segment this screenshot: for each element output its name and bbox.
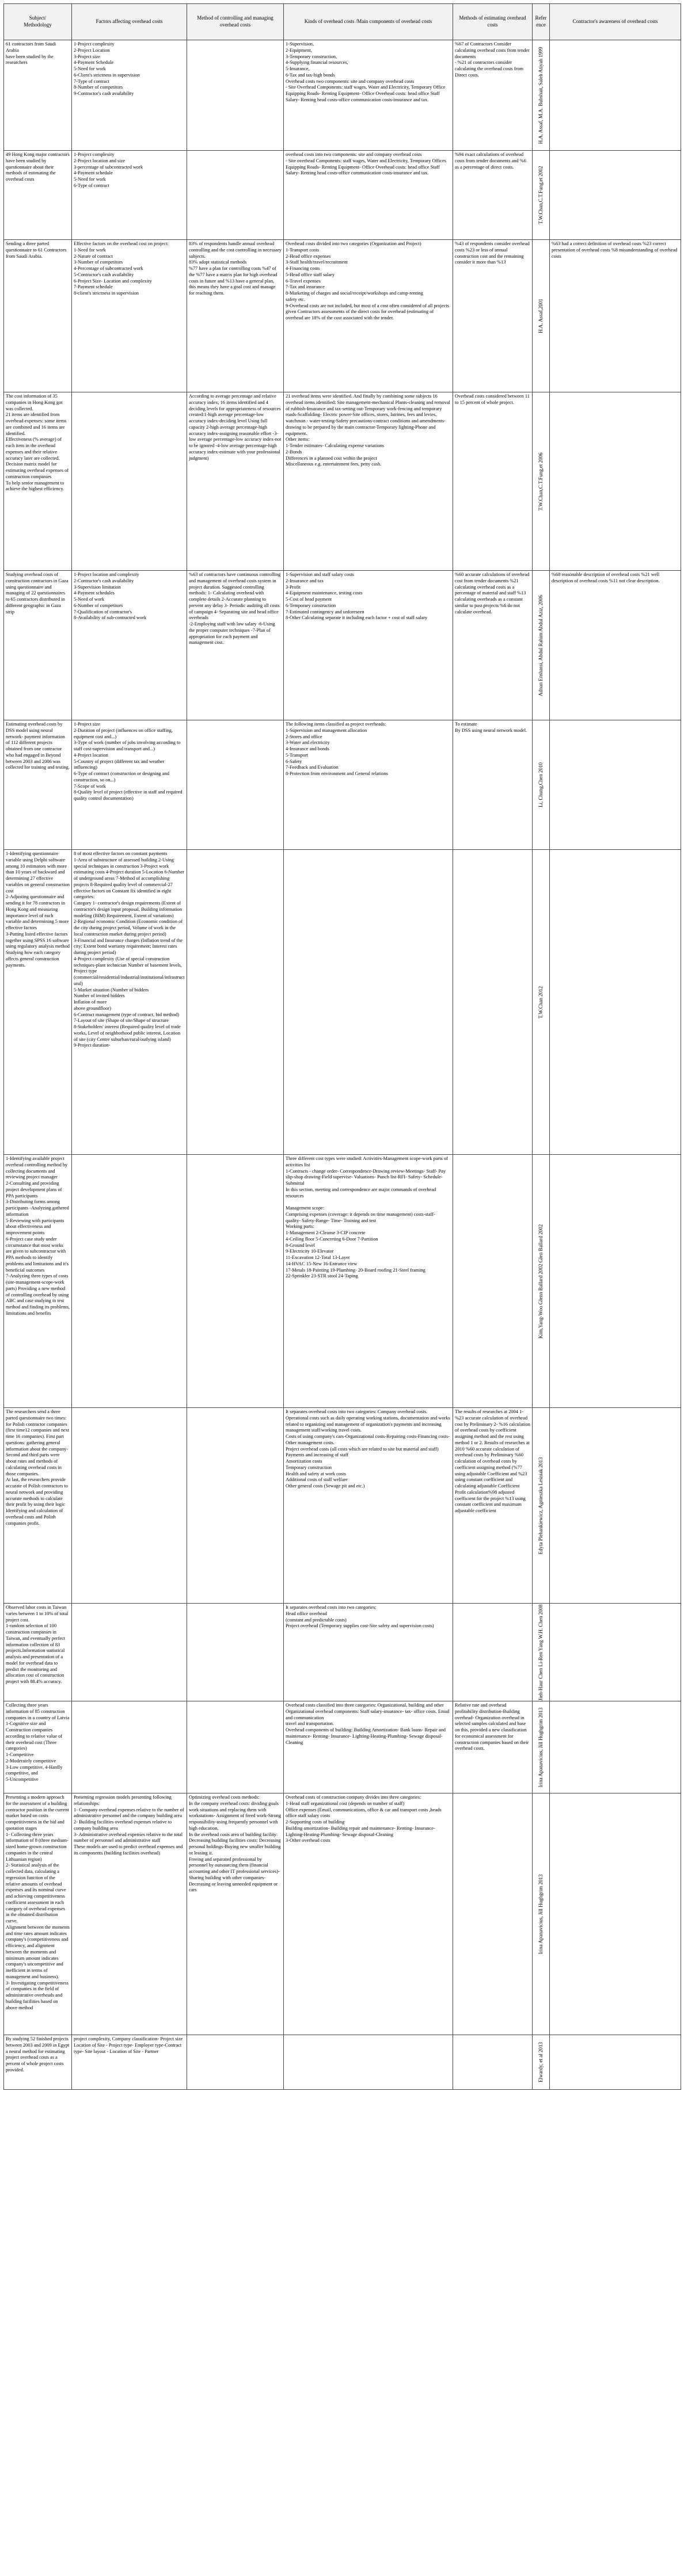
cell-reference xyxy=(533,392,550,571)
cell-awareness xyxy=(550,2035,681,2090)
header-row xyxy=(4,4,681,40)
table-row xyxy=(4,1155,681,1408)
cell-factors: Presenting regression models presenting following relationships: 1- Company overhead expenses relative to the number of administrative personnel and the company building area 2- Building facilities overhead expenses relative to company building area 3- Administrative overhead expenses relative to the total number of personnel and administrative staff These models are used to predict overhead expenses and its components (building facilities overhead) xyxy=(72,1793,187,2035)
cell-kinds xyxy=(284,2035,453,2090)
cell-reference xyxy=(533,720,550,850)
header-kinds: Kinds of overhead costs /Main components of overhead costs xyxy=(284,4,453,40)
cell-factors: 1-Project location and complexity 2-Contractor's cash availability 3-Supervision limitation 4-Payment schedules 5-Need of work 6-Number of competitors 7-Qualification of contractor's 8-Availability of sub-contracted work xyxy=(72,571,187,720)
cell-estimating xyxy=(453,850,533,1155)
cell-awareness: %68 reasonable description of overhead costs %21 well description of overhead costs %11 not clear description. xyxy=(550,571,681,720)
cell-factors: 1-Project complexity 2-Project location and size 3-percentage of subcontracted work 4-Payment schedule 5-Need for work 6-Type of contract xyxy=(72,151,187,240)
cell-awareness xyxy=(550,1408,681,1604)
header-factors: Factors affecting overhead costs xyxy=(72,4,187,40)
cell-method xyxy=(187,2035,284,2090)
cell-kinds: Three different cost types were studied: Activities-Management scope-work parts of activities list 1-Contracts - change order- Correspondence-Drawing review-Meetings- Staff- Pay slip-shop drawing-Field supervise- Valuations- Punch list-RFI- Safety- Schedule- Submittal In this section, meeting and correspondence are major commands of overhead resources Management scope: Comprising expenses (coverage: it depends on time management) costs-staff- quality- Safety-Range- Time- Training and test Working parts: 1-Management 2-Cleanse 3-CIP concrete 4-Ceiling floor 5-Concreting 6-Door 7-Partition 8-Ground level 9-Electricity 10-Elevator 11-Excavation 12-Total 13-Layer 14-HVAC 15-New 16-Entrance view 17-Metals 18-Painting 19-Plumbing- 20-Board roofing 21-Steel framing 22-Sprinkler 23-STR stool 24-Taping xyxy=(284,1155,453,1408)
table-row xyxy=(4,571,681,720)
cell-method xyxy=(187,151,284,240)
cell-method xyxy=(187,1701,284,1793)
reference-text: Edyta Plebankiewicz, Agnieszka Leśniak 2013 xyxy=(537,1457,544,1554)
cell-estimating: %60 accurate calculations of overhead cost from tender documents %21 calculating overhead costs as a percentage of material and staff %13 calculating overheads as a constant similar to past projects %6 do not calculate overhead. xyxy=(453,571,533,720)
header-awareness: Contractor's awareness of overhead costs xyxy=(550,4,681,40)
cell-method xyxy=(187,720,284,850)
cell-reference xyxy=(533,571,550,720)
cell-awareness xyxy=(550,1155,681,1408)
cell-kinds xyxy=(284,850,453,1155)
cell-estimating: %43 of respondents consider overhead costs %23 or less of annual construction cost and the remaining consider it more than %13 xyxy=(453,240,533,392)
cell-kinds: It separates overhead costs into two categories: Company overhead costs. Operational costs such as daily operating working stations, documentation and works related to organizing and management of organization's payments and increasing management staff/working travel costs. Costs of using company's cars-Organizational costs-Repairing costs-Financing costs-Other management costs. Project overhead costs (all costs which are related to site but material and staff) Payments and increasing of staff Amortization costs Temporary construction Health and safety at work costs Additional costs of staff welfare Other general costs (Sewage pit and etc.) xyxy=(284,1408,453,1604)
cell-reference xyxy=(533,240,550,392)
table-row xyxy=(4,240,681,392)
cell-reference xyxy=(533,1701,550,1793)
cell-methodology: The researchers send a three parted questionnaire two times: for Polish contractor companies (first time12 companies and next time 16 companies). First part questions: gathering general information about the company-Second and third parts were about rates and methods of calculating overhead costs in those companies. At last, the researchers provide accurate of Polish contractors to neural network and providing accurate methods to calculate their profit by using their logic Identifying and calculation of overhead costs and Polish companies profit. xyxy=(4,1408,72,1604)
table-row xyxy=(4,2035,681,2090)
cell-estimating xyxy=(453,2035,533,2090)
cell-estimating xyxy=(453,1155,533,1408)
cell-kinds: 1-Supervision, 2-Equipment, 3-Temporary construction, 4-Supplying financial resources, 5-Insurance, 6-Tax and tax-high bonds Overhead costs two components: site and company overhead costs - Site Overhead Components: staff wages, Water and Electricity, Temporary Office Equipping Roads- Renting Equipment- Office Overhead costs: head office Staff Salary- Renting head costs-office communication costs-insurance and tax. xyxy=(284,40,453,151)
cell-reference xyxy=(533,1793,550,2035)
header-reference: Reference xyxy=(533,4,550,40)
literature-review-table xyxy=(3,3,681,2090)
cell-awareness xyxy=(550,1793,681,2035)
reference-text: T.W.Chan,C.T.Fung,et 2002 xyxy=(537,166,544,224)
cell-kinds: 1-Supervision and staff salary costs 2-Insurance and tax 3-Profit 4-Equipment maintenance, testing costs 5-Cost of head payment 6-Temporary construction 7-Estimated contingency and unforeseen 8-Other Calculating separate it including each factor + cost of staff salary xyxy=(284,571,453,720)
cell-methodology: 61 contractors from Saudi Arabia have been studied by the researchers xyxy=(4,40,72,151)
cell-factors xyxy=(72,392,187,571)
cell-reference xyxy=(533,1604,550,1701)
reference-text: Irina Apanavicius, Jill Hughgrim 2013 xyxy=(537,1707,544,1787)
header-method: Method of controlling and managing overhead costs xyxy=(187,4,284,40)
reference-text: Kim,Yang-Woo Glenn Ballard 2002 Glen Ballard 2002 xyxy=(537,1224,544,1338)
cell-kinds: It separates overhead costs into two categories: Head office overhead (constant and predictable costs) Project overhead (Temporary supplies cost-Site safety and supervision costs) xyxy=(284,1604,453,1701)
cell-factors: project complexity, Company classification- Project size Location of Site - Project type- Employer type-Contract type- Site layout - Location of Site - Partner xyxy=(72,2035,187,2090)
cell-estimating: %94 exact calculations of overhead costs from tender documents and %6 as a percentage of direct costs. xyxy=(453,151,533,240)
table-row xyxy=(4,1408,681,1604)
reference-text: T.W.Chan 2012 xyxy=(537,986,544,1018)
reference-text: Elwardy, et al 2013 xyxy=(537,2042,544,2082)
cell-estimating xyxy=(453,1604,533,1701)
header-methodology: Subject/ Methodology xyxy=(4,4,72,40)
table-row xyxy=(4,1793,681,2035)
cell-kinds: The following items classified as project overheads: 1-Supervision and management allocation 2-Stores and office 3-Water and electricity 4-Insurance and bonds 5-Transport 6-Safety 7-Feedback and Evaluation 8-Protection from environment and General relations xyxy=(284,720,453,850)
cell-awareness xyxy=(550,151,681,240)
cell-method xyxy=(187,1408,284,1604)
cell-method xyxy=(187,1604,284,1701)
cell-awareness xyxy=(550,720,681,850)
cell-estimating: Overhead costs considered between 11 to 15 percent of whole project. xyxy=(453,392,533,571)
cell-factors: 1-Project size 2-Duration of project (influences on office staffing, equipment cost and...) 3-Type of work (number of jobs involving according to staff cost-supervision and transport and...) 4-Project location 5-Country of project (different tax and weather influencing) 6-Type of contract (construction or designing and construction, so on...) 7-Scope of work 8-Quality level of project (effective in staff and required quality control documentation) xyxy=(72,720,187,850)
cell-awareness xyxy=(550,40,681,151)
table-row xyxy=(4,1701,681,1793)
cell-kinds: Overhead costs divided into two categories (Organization and Project) 1-Transport costs 2-Head office expenses 3-Staff health/travel/recruitment 4-Financing costs 5-Head office staff salary 6-Travel expenses 7-Tax and insurance 8-Marketing of charges and social/receipt/workshops and camp-renting safety etc. 9-Overhead costs are not included, but most of a cost often considered of all projects given Contractors assessments of the direct costs for overhead (estimating of overhead are 18% of the cost associated with the tender. xyxy=(284,240,453,392)
cell-methodology: Studying overhead costs of construction contractors in Gaza using questionnaire and managing of 22 questionnaires to 65 contractors distributed in different geographic in Gaza strip xyxy=(4,571,72,720)
cell-reference xyxy=(533,151,550,240)
table-row xyxy=(4,40,681,151)
cell-methodology: Collecting three years information of 85 construction companies in a country of Latvia 1-Cognitive size and Construction companies according to relative value of their overhead cost (Three categories) 1-Competitive 2-Moderately competitive 3-Low competitive, 4-Hardly competitive, and 5-Uncompetitive xyxy=(4,1701,72,1793)
table-row xyxy=(4,1604,681,1701)
cell-method: Optimizing overhead costs methods: In the company overhead costs: dividing goals work situations and replacing them with workstations- Assignment of freed work-Strong responsibility-using frequently personnel with high education. In the overhead costs area of building facility: Decreasing building facilities costs: Decreasing personal holdings-Buying new smaller building or leasing it. Freeing and separated professional by personnel by outsourcing them (financial accounting and other IT professional services)- Sharing building with other companies-Decreasing or leaving unneeded equipment or cars xyxy=(187,1793,284,2035)
cell-reference xyxy=(533,2035,550,2090)
table-row xyxy=(4,720,681,850)
cell-estimating: The results of researches at 2004 1- %23 accurate calculation of overhead cost by Preliminary 2- %16 calculation of overhead costs by coefficient assigning method and the rest using method 1 or 2. Results of researches at 2010 %60 accurate calculation of overhead costs by Preliminary %60 calculation of overhead costs by coefficient assigning method (%77 using adjustable Coefficient and %23 using constant coefficient and calculating adjustable Coefficient Profit calculation%98 adjusted coefficient for the project %13 using constant coefficient and maximum adjustable coefficient xyxy=(453,1408,533,1604)
cell-methodology: Observed labor costs in Taiwan varies between 1 to 10% of total project cost. 1-random selection of 100 construction companies in Taiwan, and eventually perfect information collection of 83 projects.Information statistical analysis and presentation of a model for overhead data to predict the monitoring and allocation cost of construction project with 88.4% accuracy. xyxy=(4,1604,72,1701)
cell-methodology: By studying 52 finished projects between 2003 and 2009 in Egypt a neural method for estimating project overhead costs as a percent of whole project costs provided. xyxy=(4,2035,72,2090)
cell-factors xyxy=(72,1604,187,1701)
cell-awareness xyxy=(550,1604,681,1701)
cell-factors xyxy=(72,1701,187,1793)
cell-reference xyxy=(533,850,550,1155)
cell-method: %63 of contractors have continuous controlling and management of overhead costs system in project duration. Suggested controlling methods: 1- Calculating overhead with complete details 2-Accurate planning to prevent any delay 3- Periodic auditing all costs of campaign 4- Separating site and head office overheads -2-Employing staff with low salary -6-Using the proper computer techniques -7-Plan of appropriation for each payment and management cost. xyxy=(187,571,284,720)
cell-kinds: Overhead costs classified into three categories: Organizational, building and other Organizational overhead components: Staff salary-insurance- tax- office costs. Email and communication travel and transportation. Overhead components of building: Building Amortization- Bank loans- Repair and maintenance- Renting- Insurance- Lighting-Heating-Plumbing- Sewage disposal-Cleaning xyxy=(284,1701,453,1793)
cell-method xyxy=(187,1155,284,1408)
cell-reference xyxy=(533,1155,550,1408)
cell-methodology: 1-Identifying available project overhead controlling method by collecting documents and reviewing project manager 2-Consulting and providing project development plans of PPA participants 3-Distributing forms among participants -Analyzing gathered information 5-Reviewing with participants about effectiveness and improvement points 6-Project case study under circumstance that most works are given to subcontractor with PPA methods to identify problems and limitations and it's beneficial outcomes 7-Analyzing three types of costs (site-management-scope-work parts) Providing a new method of controlling overhead by using ABC and case studying to test method and finding its problems, limitations and benefits xyxy=(4,1155,72,1408)
cell-method: 83% of respondents handle annual overhead controlling and the cost controlling in necessary subjects. 83% adopt statistical methods %77 have a plan for controlling costs %47 of the %77 have a matrix plan for high overhead costs in future and %13 have a general plan, this means they have a goal cost and manage for reaching them. xyxy=(187,240,284,392)
cell-factors: 1-Project complexity 2-Project Location 3-Project size 4-Payment Schedule 5-Need for work 6-Client's strictness in supervision 7-Type of contract 8-Number of competitors 9-Contractor's cash availability xyxy=(72,40,187,151)
cell-factors: Effective factors on the overhead cost on project: 1-Need for work 2-Nature of contract 3-Number of competitors 4-Percentage of subcontracted work 5-Contractor's cash availability 6-Project Size- Location and complexity 7-Payment schedule 8-client's strictness in supervision xyxy=(72,240,187,392)
cell-reference xyxy=(533,1408,550,1604)
cell-method: According to average percentage and relative accuracy index, 16 items identified and 4 deciding levels for appropriateness of resources created:1-high average percentage-low accuracy index-deciding level Using full capacity 2-high average percentage-high accuracy index-assigning reasonable effort -3- low average percentage-low accuracy index-not to be ignored -4-low average percentage-high accuracy index-estimate with your professional judgment) xyxy=(187,392,284,571)
cell-factors: 8 of most effective factors on constant payments 1-Area of substructure of assessed building 2-Using special techniques in construction 3-Project work estimating costs 4-Project duration 5-Location 6-Number of underground areas 7-Method of accomplishing projects 8-Required quality level of commercial-27 effective factors on Constant fix identified in eight categories: Category 1- contractor's design requirements (Extent of contractor's design input proposal, Building information modeling (BIM) Requirement, Extent of variations) 2-Regional economic Condition (Economic condition of the city during project period, Volume of work in the local construction market during project period) 3-Financial and Insurance charges (Inflation trend of the city; Extent bond warranty requirement; Interest rates during project period) 4-Project complexity (Use of special construction techniques-plant technician Number of basement levels, Project type (commercial/residential/industrial/institutional/infrastructural) 5-Market situation (Number of bidders Number of invited bidders Inflation of more above groundfloor) 6-Contract management (type of contract, bid method) 7-Layout of site (Shape of site/Shape of structure 8-Stakeholders' interest (Required quality level of trade works, Level of neighborhood public interest, Location of site (city Centre suburban/rural/outlying island) 9-Project duration- xyxy=(72,850,187,1155)
cell-method xyxy=(187,40,284,151)
cell-estimating: %67 of Contractors Consider calculating overhead costs from tender documents - %21 of contractors consider calculating the overhead costs from Direct costs. xyxy=(453,40,533,151)
cell-kinds: Overhead costs of construction company divides into three categories: 1-Head staff organizational cost (depends on number of staff) Office expenses (Email, communications, office & car and transport costs ,heads office staff salary costs 2-Supporting costs of building Building amortization- Building repair and maintenance- Renting- Insurance- Lighting-Heating-Plumbing- Sewage disposal-Cleaning 3-Other overhead costs xyxy=(284,1793,453,2035)
cell-factors xyxy=(72,1408,187,1604)
table-row xyxy=(4,392,681,571)
cell-estimating xyxy=(453,1793,533,2035)
reference-text: Adnan Enshassi, Abdul Rahim Abdul Aziz, 2006 xyxy=(537,594,544,696)
reference-text: Irina Apanavicius, Jill Hughgrim 2013 xyxy=(537,1874,544,1954)
cell-method xyxy=(187,850,284,1155)
cell-methodology: Estimating overhead costs by DSS model using neural network- payment information of 112 different projects obtained from one contractor who had engaged in Beyond between 2003 and 2006 was collected for training and testing. xyxy=(4,720,72,850)
table-row xyxy=(4,151,681,240)
cell-methodology: 49 Hong Kong major contractors have been studied by questionnaire about their methods of estimating the overhead costs xyxy=(4,151,72,240)
table-row xyxy=(4,850,681,1155)
reference-text: Li, Chung,Chen 2010 xyxy=(537,762,544,807)
cell-methodology: 1-Identifying questionnaire variable using Delphi software among 10 estimators with more than 10 years of backward and determining 27 effective variables on general construction cost 2-Adjusting questionnaire and sending it for 78 contractors in Hong Kong and measuring importance level of each variable and determining 5 more effective factors 3-Putting listed effective factors together using SPSS 16 software using regulatory analysis method Studying how each category affects general construction payments. xyxy=(4,850,72,1155)
reference-text: H.A. Assaf,2001 xyxy=(537,299,544,333)
cell-methodology: Presenting a modern approach for the assessment of a building contractor position in the current market based on costs competitiveness in the bid and quotation stages 1- Collecting three years information of 8 (three medium-sized home-grown construction companies in the central Lithuanian region) 2- Statistical analysis of the collected data, calculating a regression function of the relative amounts of overhead expenses and its nominal curve and achieving competitiveness coefficient assessment in each category of overhead expenses in the obtained distribution curve. Alignment between the moments and time rates amount indicates company's (competitiveness and efficiency, and alignment between the moments and minimum amount indicates company's uncompetitive and inefficient in terms of management and business). 3- Investigating competitiveness of companies in the field of administrative overheads and building facilities based on above method xyxy=(4,1793,72,2035)
cell-kinds: 21 overhead items were identified. And finally by combining some subjects 16 overhead items identified: Site management-mechanical Plants-cleaning and removal of rubbish-Insurance and tax-setting out-Temporary work-fencing and temporary roads-Scaffolding- Electric power-Site offices, stores, latrines, fees and levies, watchman - water-testing-Safety precautions-contract conditions and amendments-drawing to be prepared by the main contractor-Temporary lighting-Phone and equipment. Other items: 1-Tender estimates- Calculating expense variations 2-Bonds Differences in a planned cost within the project Miscellaneous e.g. entertainment fees, petty cash. xyxy=(284,392,453,571)
cell-estimating: To estimate By DSS using neural network model. xyxy=(453,720,533,850)
cell-awareness: %63 had a correct definition of overhead costs %23 correct presentation of overhead costs %8 misunderstanding of overhead costs xyxy=(550,240,681,392)
reference-text: T.W.Chan,C.T.Fung,et 2006 xyxy=(537,452,544,511)
cell-reference xyxy=(533,40,550,151)
header-estimating: Methods of estimating overhead costs xyxy=(453,4,533,40)
cell-factors xyxy=(72,1155,187,1408)
reference-text: H.A. Assaf, M.A. Bubshait, Saleh Atiyah 1999 xyxy=(537,47,544,144)
cell-awareness xyxy=(550,392,681,571)
cell-awareness xyxy=(550,850,681,1155)
cell-methodology: The cost information of 35 companies in Hong Kong got was collected. 21 items are identified from overhead expenses: some items are combined and 16 items are identified. Effectiveness (% average) of each item in the overhead expenses and their relative accuracy later are collected. Decision matrix model for estimating overhead expenses of construction companies To help senior management to achieve the highest efficiency. xyxy=(4,392,72,571)
cell-kinds: overhead costs into two components: site and company overhead costs - Site overhead Components: staff wages, Water and Electricity, Temporary Offices Equipping Roads- Renting Equipment- Office Overhead costs: head office Staff Salary- Renting head costs-office communication costs-insurance and tax. xyxy=(284,151,453,240)
cell-awareness xyxy=(550,1701,681,1793)
cell-methodology: Sending a three parted questionnaire to 61 Contractors from Saudi Arabia. xyxy=(4,240,72,392)
reference-text: Jieh-Haur Chen Li-Ren Yang W.H. Chen 2008 xyxy=(537,1604,544,1701)
cell-estimating: Relative rate and overhead profitability distribution-Building overhead- Organization overhead in selected samples calculated and base on this, provided a new classification for economical assessment for construction companies based on their overhead costs. xyxy=(453,1701,533,1793)
